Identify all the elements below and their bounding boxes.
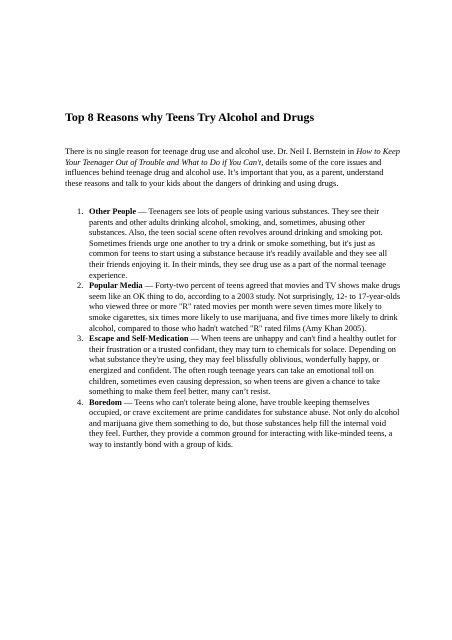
list-item-text: — When teens are unhappy and can't find a healthy outlet for their frustration or a trusted confidant, they may turn to chemicals for solace. Depending on what substance they're using, they may feel blissfully oblivious, wonderfully happy, or energized and confident. The often rough teenage years can take an emotional toll on children, sometimes even causing depression, so when teens are given a chance to take something to make them feel better, many can’t resist. — [89, 334, 397, 397]
list-item-number: 1. — [77, 207, 84, 216]
list-item-term: Escape and Self-Medication — [89, 334, 189, 344]
intro-text-start: There is no single reason for teenage drug use and alcohol use. Dr. Neil I. Bernstein in — [65, 147, 355, 156]
book-title: How to Keep Your Teenager Out of Trouble and What to Do if You Can't, — [65, 147, 400, 167]
list-item-text: — Teens who can't tolerate being alone, have trouble keeping themselves occupied, or crave excitement are prime candidates for substance abuse. Not only do alcohol and marijuana give them something to do, but those substances help fill the internal void they feel. Further, they provide a common ground for interacting with like-minded teens, a way to instantly bond with a group of kids. — [89, 397, 400, 450]
intro-paragraph — [65, 147, 400, 189]
list-item — [65, 398, 401, 451]
list-item-text: — Teenagers see lots of people using various substances. They see their parents and other adults drinking alcohol, smoking, and, sometimes, abusing other substances. Also, the teen social scene often revolves around drinking and smoking pot. Sometimes friends urge one another to try a drink or smoke something, but it's just as common for teens to start using a substance because it's readily available and they see all their friends enjoying it. In their minds, they see drug use as a part of the normal teenage experience. — [89, 207, 388, 280]
list-item-term: Other People — [89, 207, 137, 216]
list-item — [65, 281, 401, 334]
intro-text-end: details some of the core issues and influences behind teenage drug and alcohol use. It’s important that you, as a parent, understand these reasons and talk to your kids about the dangers of drinking and using drugs. — [65, 157, 384, 188]
list-item-number: 2. — [77, 281, 84, 291]
list-item — [65, 207, 401, 281]
list-item — [65, 334, 401, 398]
list-item-text: — Forty-two percent of teens agreed that movies and TV shows make drugs seem like an OK thing to do, according to a 2003 study. Not surprisingly, 12- to 17-year-olds who viewed three or more "R" rated movies per month were seven times more likely to smoke cigarettes, six times more likely to use marijuana, and five times more likely to drink alcohol, compared to those who hadn't watched "R" rated films (Amy Khan 2005). — [89, 281, 401, 333]
list-item-term: Popular Media — [89, 281, 143, 291]
list-item-number: 3. — [77, 334, 84, 344]
list-item-term: Boredom — [89, 397, 122, 407]
reasons-list — [65, 207, 401, 451]
document-title: Top 8 Reasons why Teens Try Alcohol and Drugs — [65, 110, 315, 124]
list-item-number: 4. — [77, 397, 84, 407]
